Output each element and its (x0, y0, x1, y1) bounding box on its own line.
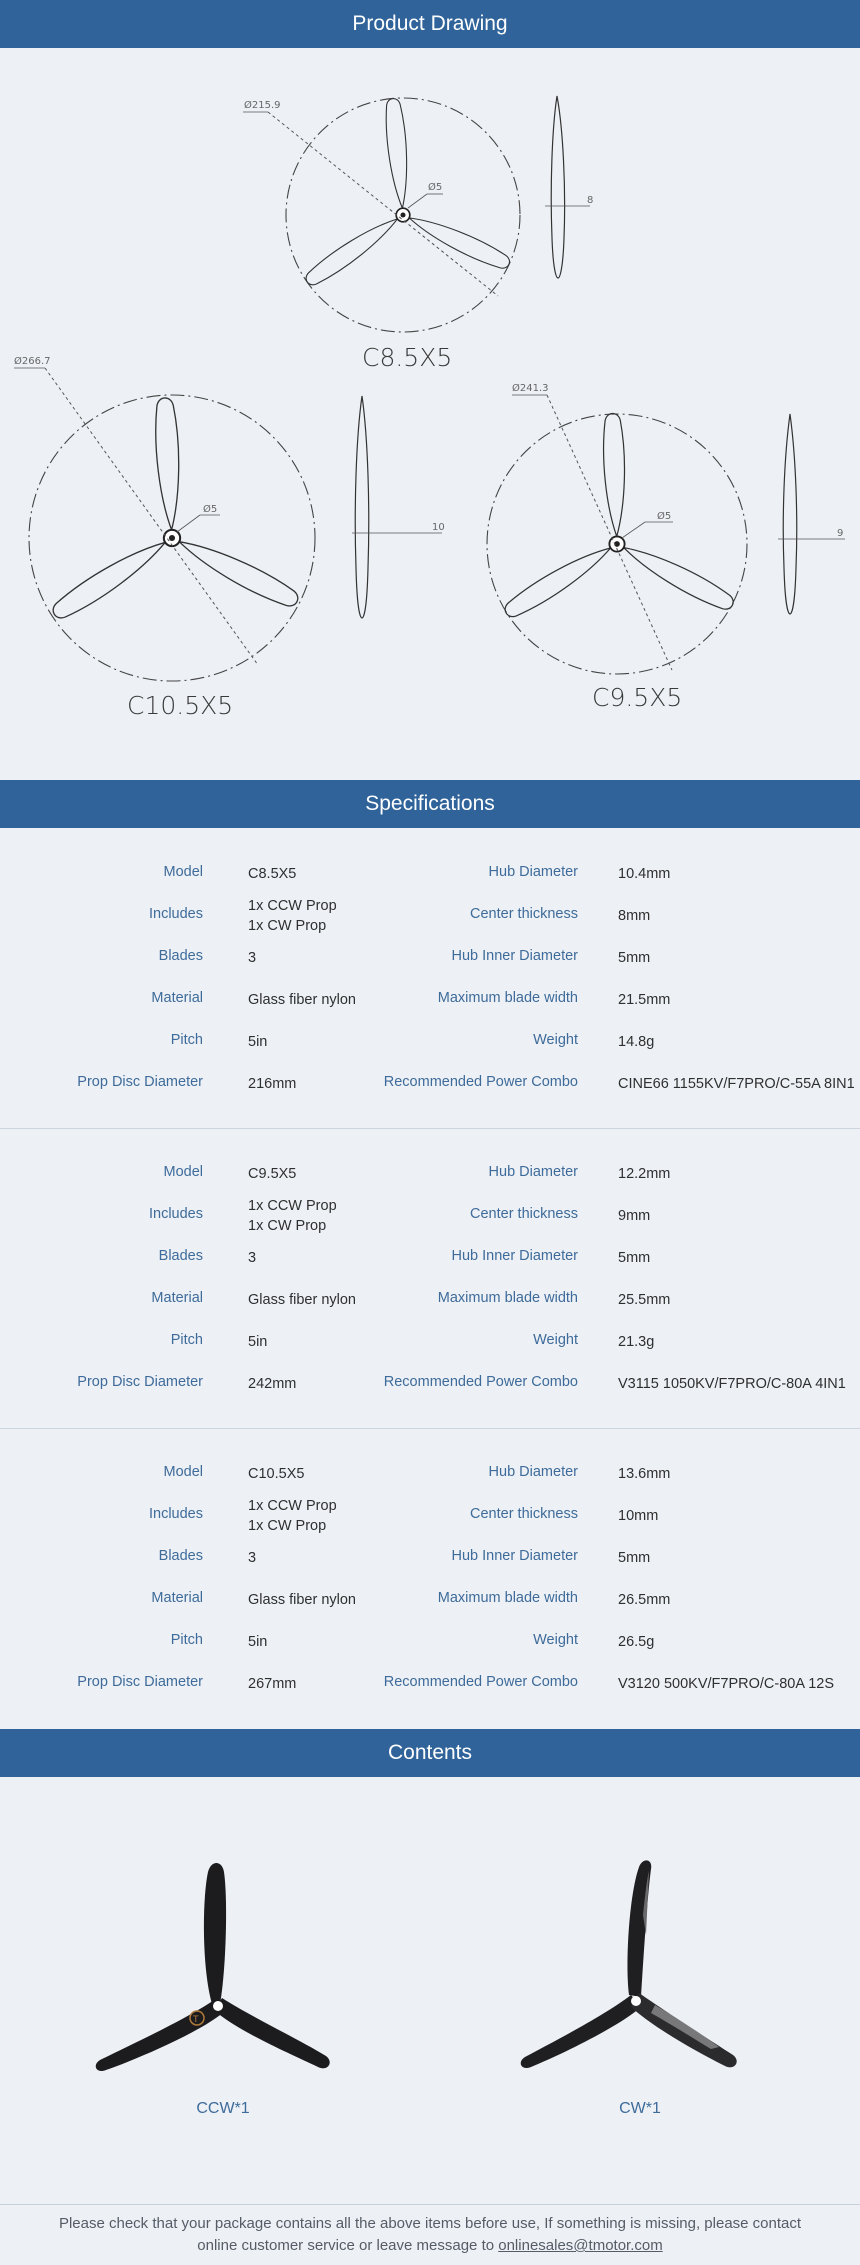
spec-label: Weight (533, 1332, 578, 1348)
drawing-c105 (14, 355, 445, 681)
includes-line: 1x CCW Prop (248, 1498, 337, 1514)
spec-label: Maximum blade width (437, 990, 578, 1006)
spec-value: C8.5X5 (248, 866, 297, 882)
spec-value: 3 (248, 1250, 257, 1266)
spec-value (248, 1196, 337, 1236)
spec-label: Model (163, 864, 203, 880)
hub-dim-label: Ø5 (428, 182, 443, 193)
spec-label: Center thickness (470, 1506, 578, 1522)
spec-label: Center thickness (470, 1206, 578, 1222)
spec-label: Maximum blade width (437, 1590, 578, 1606)
spec-value: 26.5g (618, 1634, 655, 1650)
spec-label: Prop Disc Diameter (77, 1674, 203, 1690)
spec-value: V3115 1050KV/F7PRO/C-80A 4IN1 (618, 1376, 846, 1392)
disc-dim-label: Ø266.7 (14, 356, 51, 367)
spec-value: CINE66 1155KV/F7PRO/C-55A 8IN1 (618, 1076, 855, 1092)
includes-line: 1x CW Prop (248, 1218, 327, 1234)
footer-text: Please check that your package contains all the above items before use, If something is missing, please contact online customer service or leave message to (58, 2215, 802, 2254)
cw-prop-image (505, 1855, 765, 2080)
model-label-c85: C8.5X5 (362, 343, 453, 372)
spec-value: 10.4mm (618, 866, 671, 882)
spec-value: V3120 500KV/F7PRO/C-80A 12S (618, 1676, 835, 1692)
spec-value: 242mm (248, 1376, 297, 1392)
thickness-dim-label: 8 (587, 195, 594, 206)
section-header-contents (0, 1729, 860, 1777)
spec-label: Pitch (170, 1032, 203, 1048)
spec-value: 13.6mm (618, 1466, 671, 1482)
spec-label: Recommended Power Combo (383, 1074, 578, 1090)
spec-value: Glass fiber nylon (248, 992, 356, 1008)
cw-caption: CW*1 (619, 2100, 661, 2117)
spec-label: Includes (148, 1206, 203, 1222)
spec-value: 5in (248, 1034, 268, 1050)
includes-line: 1x CCW Prop (248, 1198, 337, 1214)
model-label-c105: C10.5X5 (127, 691, 234, 720)
drawing-c95 (487, 382, 845, 674)
spec-label: Material (151, 990, 203, 1006)
section-header-specifications (0, 780, 860, 828)
spec-label: Model (163, 1164, 203, 1180)
spec-label: Prop Disc Diameter (77, 1374, 203, 1390)
spec-label: Blades (158, 1548, 203, 1564)
spec-label: Blades (158, 1248, 203, 1264)
disc-dim-label: Ø215.9 (244, 100, 281, 111)
spec-value: 26.5mm (618, 1592, 671, 1608)
spec-label: Material (151, 1290, 203, 1306)
spec-label: Recommended Power Combo (383, 1374, 578, 1390)
spec-value: 3 (248, 1550, 257, 1566)
spec-label: Pitch (170, 1332, 203, 1348)
footer-divider (0, 2204, 860, 2205)
thickness-dim-label: 9 (837, 528, 844, 539)
spec-label: Hub Inner Diameter (451, 1248, 578, 1264)
ccw-prop-logo: T (193, 2015, 199, 2025)
spec-label: Prop Disc Diameter (77, 1074, 203, 1090)
ccw-caption: CCW*1 (196, 2100, 250, 2117)
drawing-c85 (243, 96, 593, 332)
hub-dim-label: Ø5 (203, 504, 218, 515)
spec-label: Hub Inner Diameter (451, 948, 578, 964)
spec-block-c105 (0, 1428, 860, 1728)
model-label-c95: C9.5X5 (592, 683, 683, 712)
ccw-prop-image (90, 1860, 350, 2080)
spec-value: 5mm (618, 950, 651, 966)
spec-label: Center thickness (470, 906, 578, 922)
footer-notice (0, 2213, 860, 2257)
spec-label: Hub Diameter (488, 864, 578, 880)
spec-value: 14.8g (618, 1034, 655, 1050)
spec-value: 3 (248, 950, 257, 966)
spec-label: Model (163, 1464, 203, 1480)
spec-value: 5in (248, 1334, 268, 1350)
spec-label: Material (151, 1590, 203, 1606)
section-title: Product Drawing (352, 12, 508, 35)
spec-label: Weight (533, 1632, 578, 1648)
spec-value: 216mm (248, 1076, 297, 1092)
spec-label: Pitch (170, 1632, 203, 1648)
spec-label: Includes (148, 1506, 203, 1522)
spec-value (248, 1496, 337, 1536)
spec-value: 25.5mm (618, 1292, 671, 1308)
spec-value: 267mm (248, 1676, 297, 1692)
drawing-canvas (0, 48, 860, 780)
spec-label: Weight (533, 1032, 578, 1048)
spec-value: C9.5X5 (248, 1166, 297, 1182)
thickness-dim-label: 10 (432, 522, 445, 533)
product-drawing (0, 48, 860, 780)
spec-block-c85 (0, 828, 860, 1128)
spec-label: Hub Diameter (488, 1164, 578, 1180)
spec-label: Maximum blade width (437, 1290, 578, 1306)
ccw-prop-icon (90, 1860, 350, 2080)
support-email-link[interactable]: onlinesales@tmotor.com (498, 2237, 663, 2254)
spec-value: Glass fiber nylon (248, 1292, 356, 1308)
includes-line: 1x CW Prop (248, 1518, 327, 1534)
section-title: Contents (387, 1741, 473, 1764)
disc-dim-label: Ø241.3 (512, 383, 549, 394)
includes-line: 1x CCW Prop (248, 898, 337, 914)
spec-label: Hub Inner Diameter (451, 1548, 578, 1564)
spec-value: 5in (248, 1634, 268, 1650)
section-header-product-drawing (0, 0, 860, 48)
spec-label: Blades (158, 948, 203, 964)
spec-label: Includes (148, 906, 203, 922)
spec-label: Hub Diameter (488, 1464, 578, 1480)
spec-value: 5mm (618, 1250, 651, 1266)
includes-line: 1x CW Prop (248, 918, 327, 934)
spec-value: Glass fiber nylon (248, 1592, 356, 1608)
spec-value: 9mm (618, 1208, 651, 1224)
spec-value: 5mm (618, 1550, 651, 1566)
spec-value: 12.2mm (618, 1166, 671, 1182)
spec-value: C10.5X5 (248, 1466, 305, 1482)
spec-value: 21.5mm (618, 992, 671, 1008)
hub-dim-label: Ø5 (657, 511, 672, 522)
spec-value: 10mm (618, 1508, 659, 1524)
spec-value: 21.3g (618, 1334, 655, 1350)
spec-value: 8mm (618, 908, 651, 924)
spec-value (248, 896, 337, 936)
cw-prop-icon (505, 1855, 765, 2080)
spec-block-c95 (0, 1128, 860, 1428)
spec-label: Recommended Power Combo (383, 1674, 578, 1690)
section-title: Specifications (365, 792, 495, 815)
